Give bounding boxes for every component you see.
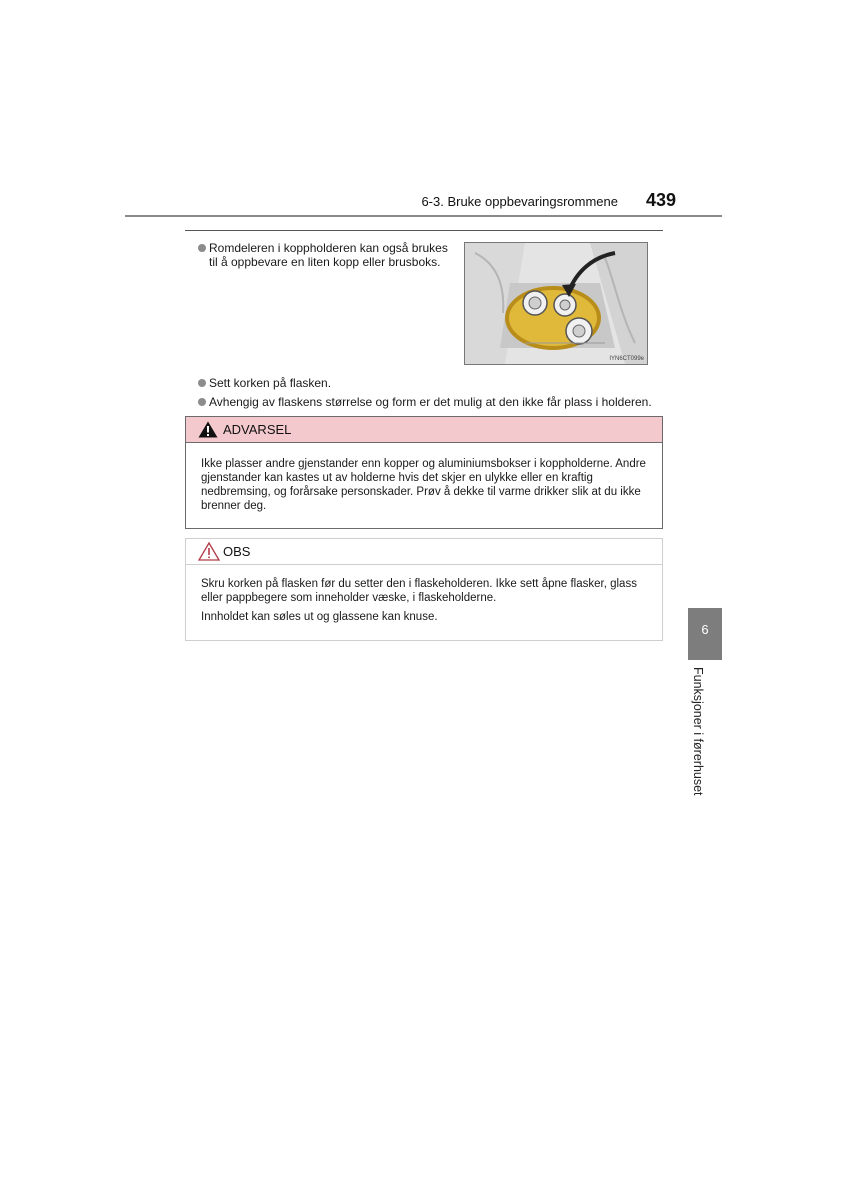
bullet-text: Avhengig av flaskens størrelse og form er det mulig at den ikke får plass i holderen. [209,395,652,409]
page-number: 439 [646,190,677,210]
warning-header [186,417,662,443]
bullet-dot-icon [198,398,206,406]
content-divider [185,230,663,231]
bullet-dot-icon [198,379,206,387]
warning-triangle-icon [198,421,218,443]
chapter-tab: 6 [688,608,722,660]
caution-triangle-icon [198,542,220,566]
notice-title: OBS [223,544,251,559]
notice-paragraph-2: Innholdet kan søles ut og glassene kan knuse. [201,611,438,623]
figure-code: IYN6CT099e [609,356,644,362]
bullet-dot-icon [198,244,206,252]
bullet-item-cap [198,376,658,390]
notice-paragraph-1: Skru korken på flasken før du setter den i flaskeholderen. Ikke sett åpne flasker, glass eller pappbegere som inneholder væske, i flaskeholderne. [201,578,637,604]
section-header-title: 6-3. Bruke oppbevaringsrommene [421,194,618,209]
bullet-text: Sett korken på flasken. [209,376,332,390]
warning-box [185,416,663,529]
notice-box [185,538,663,641]
notice-header [186,539,662,565]
bullet-item-bottle-size [198,395,668,409]
chapter-name: Funksjoner i førerhuset [691,667,705,796]
warning-title: ADVARSEL [223,422,292,437]
cup-holder-illustration [464,242,648,365]
bullet-item-room-divider [198,241,458,269]
header-divider [125,215,722,217]
bullet-text-line2: til å oppbevare en liten kopp eller brusboks. [209,255,441,269]
bullet-text-line1: Romdeleren i koppholderen kan også brukes [209,241,448,255]
warning-text: Ikke plasser andre gjenstander enn kopper og aluminiumsbokser i koppholderne. Andre gjenstander kan kastes ut av holderne hvis det skjer en ulykke eller en kraftig nedbremsing, og forårsake personskader. Prøv å dekke til varme drikker slik at du ikke brenner deg. [201,458,646,512]
